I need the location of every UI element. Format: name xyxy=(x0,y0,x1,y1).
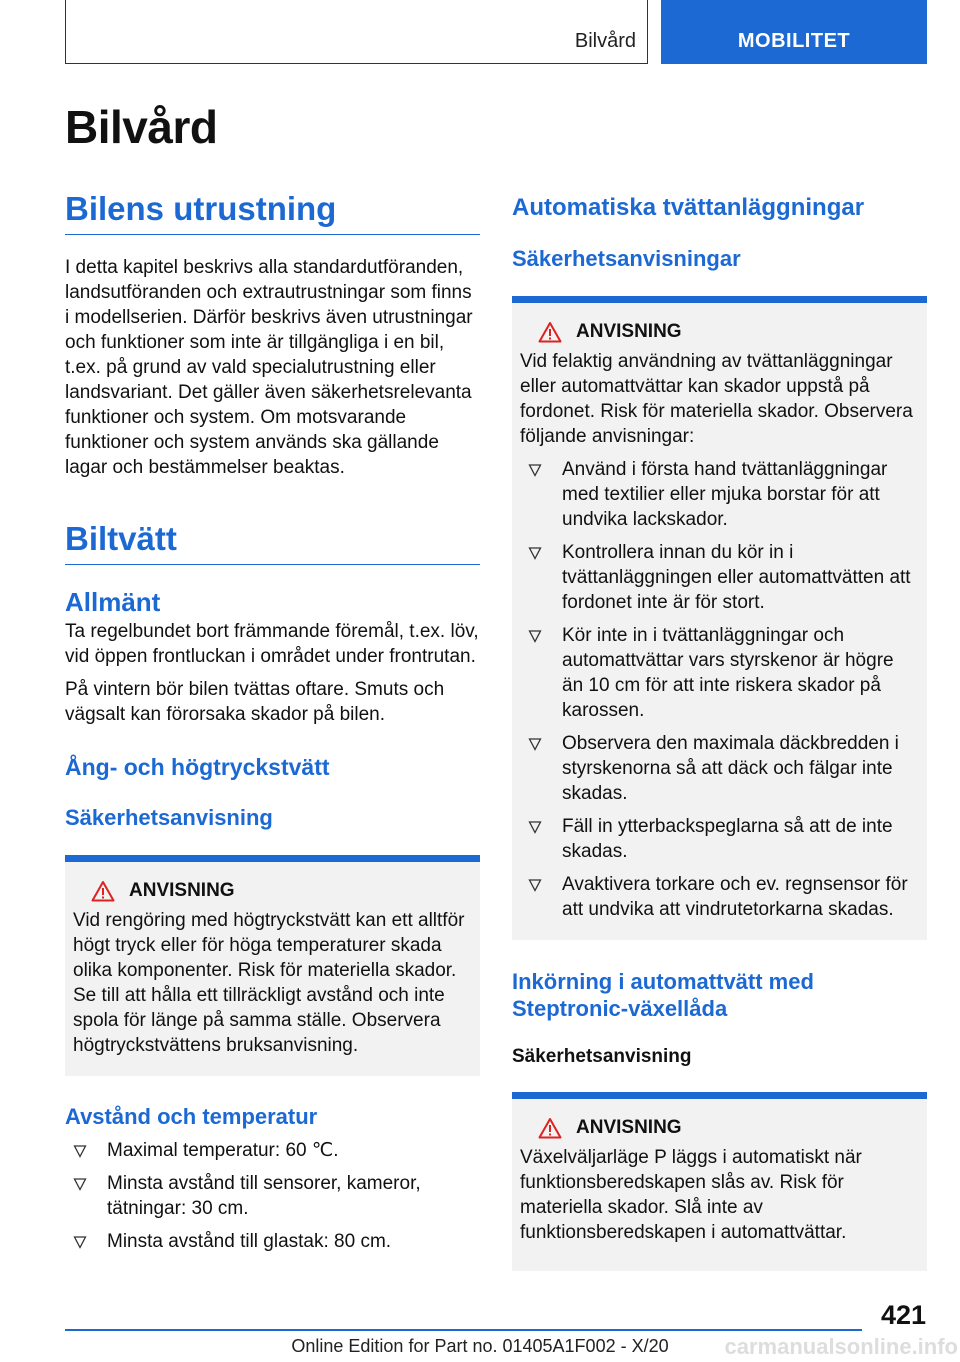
right-column xyxy=(512,190,927,1271)
triangle-bullet-icon xyxy=(528,629,542,643)
page-title: Bilvård xyxy=(65,101,218,153)
triangle-bullet-icon xyxy=(528,878,542,892)
warning-text-steptronic: Växelväljarläge P läggs i automatiskt när funktionsberedskapen slås av. Risk för materiella skador. Slå inte av funktionsberedskapen i automattvättar. xyxy=(520,1147,862,1243)
triangle-bullet-icon xyxy=(73,1177,87,1191)
warning-title xyxy=(538,321,919,343)
heading-safety-notice: Säkerhetsanvisning xyxy=(65,805,273,830)
distance-list xyxy=(65,1138,480,1254)
list-item: Maximal temperatur: 60 ℃. xyxy=(65,1138,480,1163)
list-item: Fäll in ytterbackspeglarna så att de inte skadas. xyxy=(520,814,919,864)
footer-divider xyxy=(65,1329,862,1331)
list-item: Minsta avstånd till sensorer, kameror, tätningar: 30 cm. xyxy=(65,1171,480,1221)
list-item: Kör inte in i tvättanläggningar och automattvättar vars styrskenor är högre än 10 cm för att inte riskera skador på karossen. xyxy=(520,623,919,723)
heading-steam-pressure: Ång- och högtryckstvätt xyxy=(65,754,330,780)
warning-box-steptronic xyxy=(512,1092,927,1271)
warning-triangle-icon xyxy=(91,880,115,902)
page-number: 421 xyxy=(880,1300,926,1330)
warning-title xyxy=(538,1117,919,1139)
warning-title xyxy=(91,880,472,902)
paragraph-equipment: I detta kapitel beskrivs alla standardutföranden, landsutföranden och extrautrustningar som finns i modellserien. Därför beskrivs även utrustningar och funktioner som inte är tillgängliga i en bil, t.ex. på grund av vald specialutrustning eller landsvariant. Det gäller även säkerhetsrelevanta funktioner och system. Om motsvarande funktioner och system används ska gällande lagar och bestämmelser beaktas. xyxy=(65,257,473,478)
heading-distance-temperature: Avstånd och temperatur xyxy=(65,1104,318,1129)
list-item: Kontrollera innan du kör in i tvättanläggningen eller automattvätten att fordonet inte är för stort. xyxy=(520,540,919,615)
list-item: Avaktivera torkare och ev. regnsensor för att undvika att vindrutetorkarna skadas. xyxy=(520,872,919,922)
warning-label: ANVISNING xyxy=(129,880,235,901)
warning-list xyxy=(520,457,919,922)
paragraph-general-1: Ta regelbundet bort främmande föremål, t.ex. löv, vid öppen frontluckan i området under frontrutan. xyxy=(65,621,479,667)
heading-automatic-wash: Automatiska tvättanläggningar xyxy=(512,194,865,221)
triangle-bullet-icon xyxy=(528,820,542,834)
triangle-bullet-icon xyxy=(528,546,542,560)
paragraph-general-2: På vintern bör bilen tvättas oftare. Smuts och vägsalt kan förorsaka skador på bilen. xyxy=(65,679,445,725)
heading-steptronic: Inkörning i automattvätt med Steptronic-växellåda xyxy=(512,969,814,1021)
heading-safety-notice-right: Säkerhetsanvisning xyxy=(512,1046,692,1067)
list-item: Minsta avstånd till glastak: 80 cm. xyxy=(65,1229,480,1254)
triangle-bullet-icon xyxy=(73,1235,87,1249)
warning-text-automatic: Vid felaktig användning av tvättanläggningar eller automattvättar kan skador uppstå på fordonet. Risk för materiella skador. Observera följande anvisningar: xyxy=(520,351,913,447)
list-item: Använd i första hand tvättanläggningar med textilier eller mjuka borstar för att undvika lackskador. xyxy=(520,457,919,532)
triangle-bullet-icon xyxy=(528,463,542,477)
watermark-logo: carmanualsonline.info xyxy=(724,1334,958,1359)
left-column xyxy=(65,190,480,1254)
warning-box-automatic xyxy=(512,296,927,940)
header-section-title: Bilvård xyxy=(574,30,636,52)
warning-text-pressure: Vid rengöring med högtryckstvätt kan ett alltför högt tryck eller för höga temperaturer skada olika komponenter. Risk för materiella skador. Se till att hålla ett tillräckligt avstånd och inte spola för länge på samma ställe. Observera högtryckstvättens bruksanvisning. xyxy=(73,910,465,1056)
heading-general: Allmänt xyxy=(65,587,161,617)
header-chapter-tab[interactable]: MOBILITET xyxy=(661,0,927,64)
footer-edition: Online Edition for Part no. 01405A1F002 - X/20 xyxy=(291,1336,669,1356)
warning-triangle-icon xyxy=(538,1117,562,1139)
warning-label: ANVISNING xyxy=(576,321,682,342)
heading-safety-notices: Säkerhetsanvisningar xyxy=(512,246,741,271)
triangle-bullet-icon xyxy=(73,1144,87,1158)
warning-triangle-icon xyxy=(538,321,562,343)
heading-car-wash: Biltvätt xyxy=(65,520,480,565)
warning-label: ANVISNING xyxy=(576,1117,682,1138)
heading-equipment: Bilens utrustning xyxy=(65,190,480,235)
warning-box-pressure xyxy=(65,855,480,1076)
list-item: Observera den maximala däckbredden i styrskenorna så att däck och fälgar inte skadas. xyxy=(520,731,919,806)
triangle-bullet-icon xyxy=(528,737,542,751)
